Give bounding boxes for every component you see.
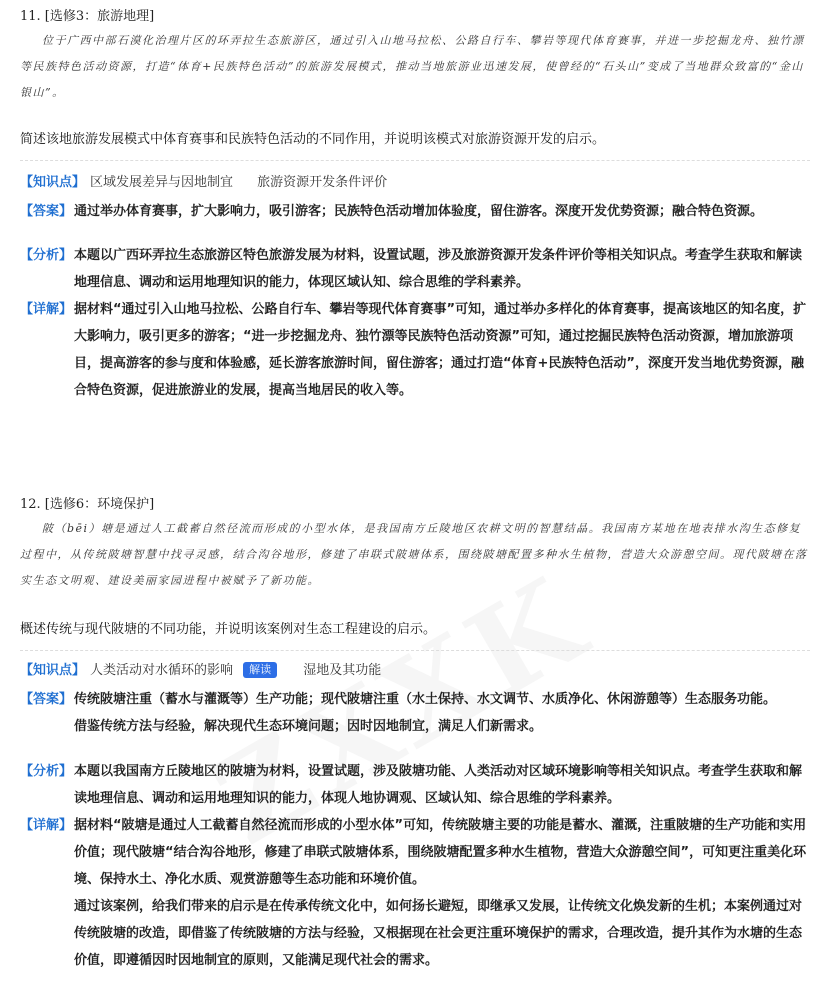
answer-label: 【答案】 xyxy=(20,692,73,707)
answer-row xyxy=(20,686,810,740)
detail-label: 【详解】 xyxy=(20,302,73,317)
question-prompt: 简述该地旅游发展模式中体育赛事和民族特色活动的不同作用，并说明该模式对旅游资源开发的启示。 xyxy=(20,132,606,147)
answer-text: 传统陂塘注重（蓄水与灌溉等）生产功能；现代陂塘注重（水土保持、水文调节、水质净化、休闲游憩等）生态服务功能。 xyxy=(74,692,777,707)
analysis-text: 本题以广西环弄拉生态旅游区特色旅游发展为材料，设置试题，涉及旅游资源开发条件评价等相关知识点。考查学生获取和解读地理信息、调动和运用地理知识的能力，体现区域认知、综合思维的学科素养。 xyxy=(74,248,803,290)
analysis-row xyxy=(20,242,810,296)
analysis-text: 本题以我国南方丘陵地区的陂塘为材料，设置试题，涉及陂塘功能、人类活动对区域环境影响等相关知识点。考查学生获取和解读地理信息、调动和运用地理知识的能力，体现人地协调观、区域认知、综合思维的学科素养。 xyxy=(74,764,803,806)
detail-text: 据材料“通过引入山地马拉松、公路自行车、攀岩等现代体育赛事”可知，通过举办多样化的体育赛事，提高该地区的知名度，扩大影响力，吸引更多的游客；“进一步挖掘龙舟、独竹漂等民族特色活动资源”可知，通过挖掘民族特色活动资源，增加旅游项目，提高游客的参与度和体验感，延长游客旅游时间，留住游客；通过打造“体育+民族特色活动”，深度开发当地优势资源，融合特色资源，促进旅游业的发展，提高当地居民的收入等。 xyxy=(74,302,807,398)
divider xyxy=(20,160,810,161)
analysis-label: 【分析】 xyxy=(20,764,73,779)
divider xyxy=(20,650,810,651)
question-title: 12. [选修6：环境保护] xyxy=(20,497,155,512)
detail-row xyxy=(20,296,810,404)
answer-label: 【答案】 xyxy=(20,204,73,219)
answer-text: 通过举办体育赛事，扩大影响力，吸引游客；民族特色活动增加体验度，留住游客。深度开发优势资源；融合特色资源。 xyxy=(74,204,764,219)
knowledge-point-row xyxy=(20,169,810,196)
knowledge-point-item[interactable]: 人类活动对水循环的影响 xyxy=(90,663,234,678)
question-12 xyxy=(20,493,810,594)
analysis-row xyxy=(20,758,810,812)
question-material: 陂（bēi）塘是通过人工截蓄自然径流而形成的小型水体，是我国南方丘陵地区农耕文明的智慧结晶。我国南方某地在地表排水沟生态修复过程中，从传统陂塘智慧中找寻灵感，结合沟谷地形，修建了串联式陂塘体系，围绕陂塘配置多种水生植物，营造大众游憩空间。现代陂塘在落实生态文明观、建设美丽家园进程中被赋予了新功能。 xyxy=(20,522,808,587)
analysis-label: 【分析】 xyxy=(20,248,73,263)
interpret-badge[interactable]: 解读 xyxy=(243,662,277,678)
detail-text: 通过该案例，给我们带来的启示是在传承传统文化中，如何扬长避短，即继承又发展，让传统文化焕发新的生机；本案例通过对传统陂塘的改造，即借鉴了传统陂塘的方法与经验，又根据现在社会更注重环境保护的需求，合理改造，提升其作为水塘的生态价值，即遵循因时因地制宜的原则，又能满足现代社会的需求。 xyxy=(74,899,803,968)
answer-text: 借鉴传统方法与经验，解决现代生态环境问题；因时因地制宜，满足人们新需求。 xyxy=(74,719,543,734)
detail-label: 【详解】 xyxy=(20,818,73,833)
knowledge-point-row xyxy=(20,657,810,684)
question-prompt: 概述传统与现代陂塘的不同功能，并说明该案例对生态工程建设的启示。 xyxy=(20,622,437,637)
knowledge-point-label: 【知识点】 xyxy=(20,663,86,678)
knowledge-point-item[interactable]: 湿地及其功能 xyxy=(303,663,382,678)
detail-row xyxy=(20,812,810,974)
knowledge-point-item[interactable]: 区域发展差异与因地制宜 xyxy=(90,175,234,190)
detail-text: 据材料“陂塘是通过人工截蓄自然径流而形成的小型水体”可知，传统陂塘主要的功能是蓄水、灌溉，注重陂塘的生产功能和实用价值；现代陂塘“结合沟谷地形，修建了串联式陂塘体系，围绕陂塘配置多种水生植物，营造大众游憩空间”，可知更注重美化环境、保持水土、净化水质、观赏游憩等生态功能和环境价值。 xyxy=(74,818,807,887)
question-11 xyxy=(20,5,810,106)
knowledge-point-item[interactable]: 旅游资源开发条件评价 xyxy=(257,175,388,190)
answer-row xyxy=(20,198,810,225)
knowledge-point-label: 【知识点】 xyxy=(20,175,86,190)
question-material: 位于广西中部石漠化治理片区的环弄拉生态旅游区，通过引入山地马拉松、公路自行车、攀岩等现代体育赛事，并进一步挖掘龙舟、独竹漂等民族特色活动资源，打造“体育+民族特色活动”的旅游发展模式，推动当地旅游业迅速发展，使曾经的“石头山”变成了当地群众致富的“金山银山”。 xyxy=(20,34,805,99)
question-title: 11. [选修3：旅游地理] xyxy=(20,9,155,24)
